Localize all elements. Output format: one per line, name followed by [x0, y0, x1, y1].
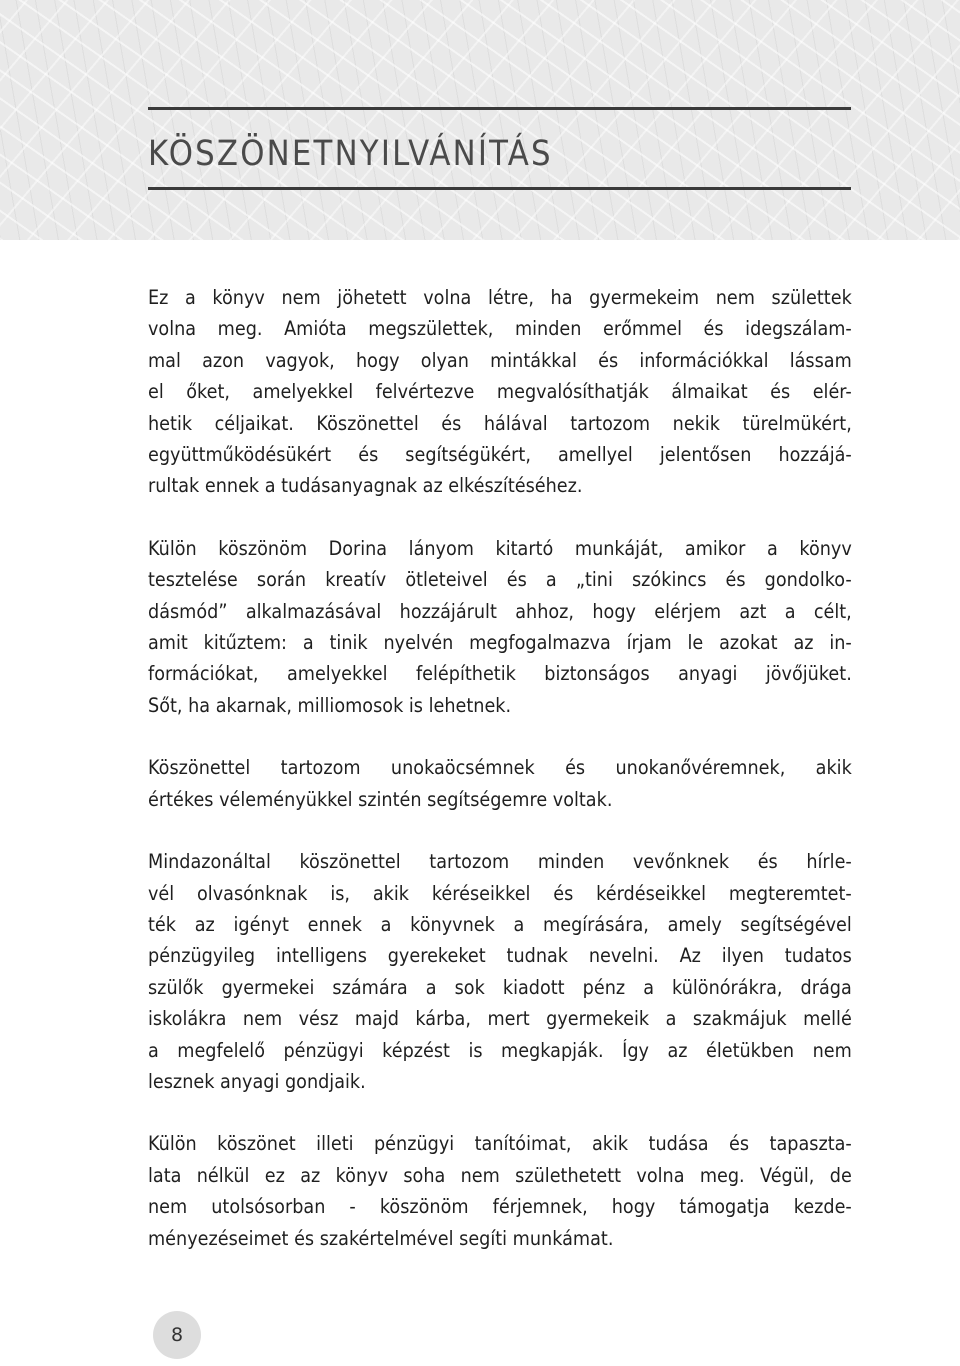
paragraph: [148, 1128, 852, 1254]
page-number: 8: [170, 1324, 184, 1346]
text-line: Külön köszönöm Dorina lányom kitartó munkáját, amikor a könyv: [148, 536, 852, 560]
text-line: a megfelelő pénzügyi képzést is megkapják. Így az életükben nem: [148, 1038, 852, 1062]
chapter-header-band: [0, 0, 960, 240]
text-line: iskolákra nem vész majd kárba, mert gyermekeik a szakmájuk mellé: [148, 1007, 852, 1031]
text-line: pénzügyileg intelligens gyerekeket tudnak nevelni. Az ilyen tudatos: [148, 944, 852, 968]
text-line: Ez a könyv nem jöhetett volna létre, ha gyermekeim nem születtek: [148, 286, 852, 309]
text-line: nem utolsósorban - köszönöm férjemnek, hogy támogatja kezde-: [148, 1195, 852, 1219]
text-line: amit kitűztem: a tinik nyelvén megfogalmazva írjam le azokat az in-: [148, 631, 852, 655]
text-line: együttműködésükért és segítségükért, amellyel jelentősen hozzájá-: [148, 443, 852, 467]
text-line: ték az igényt ennek a könyvnek a megírására, amely segítségével: [148, 912, 852, 936]
text-line: Köszönettel tartozom unokaöcsémnek és unokanővéremnek, akik: [148, 756, 852, 780]
text-line: hetik céljaikat. Köszönettel és hálával tartozom nekik türelmükért,: [148, 411, 852, 435]
text-line: rultak ennek a tudásanyagnak az elkészítéséhez.: [148, 474, 583, 498]
text-line: dásmód” alkalmazásával hozzájárult ahhoz, hogy elérjem azt a célt,: [148, 599, 852, 623]
paragraph: [148, 846, 852, 1097]
text-line: Sőt, ha akarnak, milliomosok is lehetnek.: [148, 693, 512, 717]
text-line: ményezéseimet és szakértelmével segíti munkámat.: [148, 1226, 614, 1250]
text-line: volna meg. Amióta megszülettek, minden erőmmel és idegszálam-: [148, 317, 852, 341]
text-line: formációkat, amelyekkel felépíthetik biztonságos anyagi jövőjüket.: [148, 662, 852, 686]
text-line: lata nélkül ez az könyv soha nem születhetett volna meg. Végül, de: [148, 1163, 852, 1187]
header-top-rule: [148, 107, 851, 110]
paragraph: [148, 752, 852, 815]
text-line: vél olvasónknak is, akik kéréseikkel és kérdéseikkel megteremtet-: [148, 881, 852, 905]
paragraph: [148, 282, 852, 502]
header-bottom-rule: [148, 187, 851, 190]
page-number-badge: [153, 1311, 201, 1359]
body-text: [148, 282, 852, 1285]
text-line: szülők gyermekei számára a sok kiadott pénz a különórákra, drága: [148, 975, 852, 999]
text-line: lesznek anyagi gondjaik.: [148, 1069, 366, 1093]
paragraph: [148, 533, 852, 721]
chapter-title: KÖSZÖNETNYILVÁNÍTÁS: [148, 134, 553, 174]
text-line: el őket, amelyekkel felvértezve megvalósíthatják álmaikat és elér-: [148, 380, 852, 404]
text-line: mal azon vagyok, hogy olyan mintákkal és információkkal lássam: [148, 348, 852, 372]
text-line: értékes véleményükkel szintén segítségemre voltak.: [148, 787, 613, 811]
text-line: Mindazonáltal köszönettel tartozom minden vevőnknek és hírle-: [148, 850, 852, 874]
text-line: tesztelése során kreatív ötleteivel és a „tini szókincs és gondolko-: [148, 568, 852, 592]
text-line: Külön köszönet illeti pénzügyi tanítóimat, akik tudása és tapaszta-: [148, 1132, 852, 1156]
